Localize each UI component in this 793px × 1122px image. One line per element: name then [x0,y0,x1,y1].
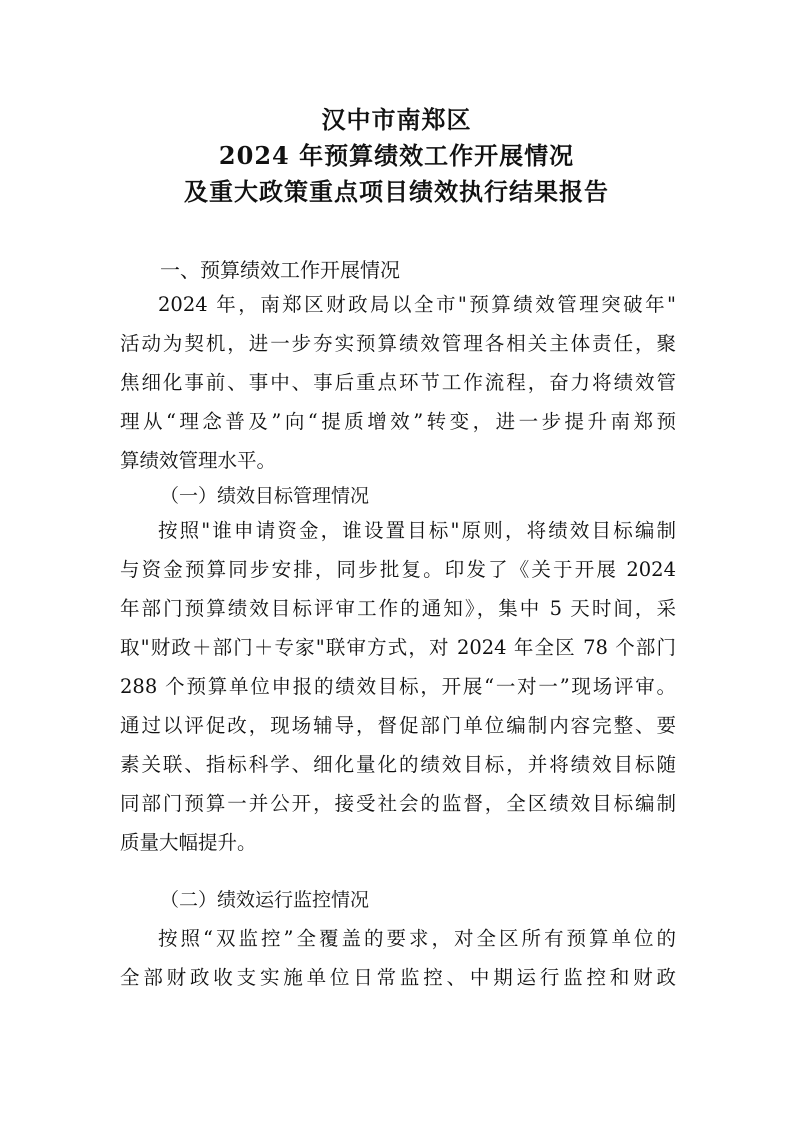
paragraph-line: 全部财政收支实施单位日常监控、中期运行监控和财政 [120,966,676,989]
paragraph-line: 通过以评促改，现场辅导，督促部门单位编制内容完整、要 [120,714,676,737]
paragraph-line: 年部门预算绩效目标评审工作的通知》，集中 5 天时间，采 [120,597,676,620]
paragraph-line: 同部门预算一并公开，接受社会的监督，全区绩效目标编制 [120,792,676,815]
subsection-heading-1: （一）绩效目标管理情况 [160,485,370,507]
paragraph-line: 288 个预算单位申报的绩效目标，开展“一对一”现场评审。 [120,675,676,698]
paragraph-line: 2024 年，南郑区财政局以全市"预算绩效管理突破年" [158,293,676,316]
paragraph-line: 取"财政＋部门＋专家"联审方式，对 2024 年全区 78 个部门 [120,636,676,659]
paragraph-line: 算绩效管理水平。 [120,449,277,472]
title-line-2: 2024 年预算绩效工作开展情况 [218,141,575,170]
paragraph-line: 按照“双监控”全覆盖的要求，对全区所有预算单位的 [158,927,676,950]
paragraph-line: 理从“理念普及”向“提质增效”转变，进一步提升南郑预 [120,410,676,433]
paragraph-line: 素关联、指标科学、细化量化的绩效目标，并将绩效目标随 [120,753,676,776]
paragraph-line: 活动为契机，进一步夯实预算绩效管理各相关主体责任，聚 [120,332,676,355]
paragraph-line: 与资金预算同步安排，同步批复。印发了《关于开展 2024 [120,558,676,581]
paragraph-line: 焦细化事前、事中、事后重点环节工作流程，奋力将绩效管 [120,371,676,394]
paragraph-line: 按照"谁申请资金，谁设置目标"原则，将绩效目标编制 [158,519,676,542]
paragraph-line: 质量大幅提升。 [120,831,257,854]
title-line-1: 汉中市南郑区 [321,105,472,134]
title-line-3: 及重大政策重点项目绩效执行结果报告 [184,177,609,206]
section-heading: 一、预算绩效工作开展情况 [160,258,400,282]
subsection-heading-2: （二）绩效运行监控情况 [160,889,370,911]
